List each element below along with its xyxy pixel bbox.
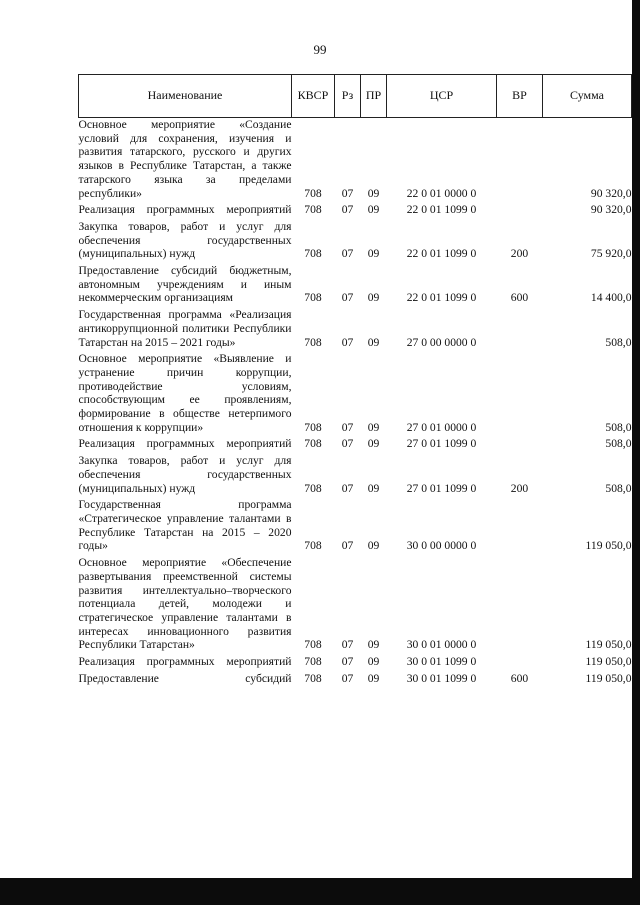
row-sum: 75 920,0 bbox=[590, 247, 632, 261]
row-rz: 07 bbox=[341, 638, 354, 652]
header-pr: ПР bbox=[361, 75, 387, 118]
row-pr: 09 bbox=[367, 539, 380, 553]
row-kvsr: 708 bbox=[304, 638, 322, 652]
row-pr: 09 bbox=[367, 291, 380, 305]
budget-table bbox=[78, 74, 632, 685]
scan-edge-bottom bbox=[0, 878, 640, 905]
row-name: Предоставление субсидий bbox=[78, 671, 292, 685]
row-csr: 30 0 00 0000 0 bbox=[406, 539, 477, 553]
row-csr: 27 0 01 1099 0 bbox=[406, 481, 477, 495]
table-row bbox=[79, 118, 632, 201]
row-sum: 14 400,0 bbox=[590, 291, 632, 305]
row-pr: 09 bbox=[367, 655, 380, 669]
row-csr: 27 0 01 1099 0 bbox=[406, 437, 477, 451]
row-name: Реализация программных мероприятий bbox=[78, 203, 292, 217]
row-csr: 30 0 01 0000 0 bbox=[406, 638, 477, 652]
row-rz: 07 bbox=[341, 186, 354, 200]
row-sum: 508,0 bbox=[605, 481, 632, 495]
row-rz: 07 bbox=[341, 335, 354, 349]
row-kvsr: 708 bbox=[304, 203, 322, 217]
header-rz: Рз bbox=[335, 75, 361, 118]
row-csr: 22 0 01 1099 0 bbox=[406, 203, 477, 217]
row-kvsr: 708 bbox=[304, 437, 322, 451]
table-row bbox=[79, 349, 632, 434]
row-kvsr: 708 bbox=[304, 539, 322, 553]
row-pr: 09 bbox=[367, 437, 380, 451]
header-sum: Сумма bbox=[543, 75, 632, 118]
row-kvsr: 708 bbox=[304, 420, 322, 434]
row-kvsr: 708 bbox=[304, 247, 322, 261]
row-rz: 07 bbox=[341, 539, 354, 553]
row-pr: 09 bbox=[367, 420, 380, 434]
header-csr: ЦСР bbox=[387, 75, 497, 118]
row-vr bbox=[497, 349, 543, 434]
row-vr bbox=[497, 118, 543, 201]
row-rz: 07 bbox=[341, 437, 354, 451]
row-pr: 09 bbox=[367, 638, 380, 652]
row-vr: 600 bbox=[510, 291, 529, 305]
row-name: Реализация программных мероприятий bbox=[78, 655, 292, 669]
row-csr: 22 0 01 0000 0 bbox=[406, 186, 477, 200]
row-vr: 200 bbox=[510, 247, 529, 261]
row-vr bbox=[497, 305, 543, 349]
row-kvsr: 708 bbox=[304, 655, 322, 669]
row-pr: 09 bbox=[367, 203, 380, 217]
row-pr: 09 bbox=[367, 247, 380, 261]
row-vr: 600 bbox=[510, 671, 529, 685]
header-vr: ВР bbox=[497, 75, 543, 118]
row-csr: 30 0 01 1099 0 bbox=[406, 671, 477, 685]
table-row bbox=[79, 669, 632, 686]
row-sum: 90 320,0 bbox=[590, 186, 632, 200]
header-kvsr: КВСР bbox=[292, 75, 335, 118]
page-number: 99 bbox=[313, 42, 327, 57]
row-kvsr: 708 bbox=[304, 481, 322, 495]
row-sum: 90 320,0 bbox=[590, 203, 632, 217]
row-rz: 07 bbox=[341, 291, 354, 305]
row-name: Закупка товаров, работ и услуг для обеспечения государственных (муниципальных) нужд bbox=[78, 454, 292, 495]
row-sum: 119 050,0 bbox=[585, 671, 632, 685]
row-rz: 07 bbox=[341, 203, 354, 217]
row-pr: 09 bbox=[367, 481, 380, 495]
row-name: Закупка товаров, работ и услуг для обеспечения государственных (муниципальных) нужд bbox=[78, 219, 292, 261]
table-row bbox=[79, 305, 632, 349]
header-name: Наименование bbox=[79, 75, 292, 118]
table-row bbox=[79, 261, 632, 305]
row-vr: 200 bbox=[510, 481, 529, 495]
table-header-row bbox=[79, 75, 632, 118]
row-sum: 119 050,0 bbox=[585, 638, 632, 652]
row-name: Государственная программа «Реализация антикоррупционной политики Республики Татарстан на 2015 – 2021 годы» bbox=[78, 308, 292, 349]
row-vr bbox=[497, 434, 543, 451]
row-sum: 508,0 bbox=[605, 420, 632, 434]
table-row bbox=[79, 495, 632, 553]
row-csr: 27 0 00 0000 0 bbox=[406, 335, 477, 349]
row-kvsr: 708 bbox=[304, 671, 322, 685]
table-row bbox=[79, 451, 632, 495]
row-rz: 07 bbox=[341, 247, 354, 261]
row-name: Государственная программа «Стратегическое управление талантами в Республике Татарстан на 2015 – 2020 годы» bbox=[78, 498, 292, 553]
row-vr bbox=[497, 200, 543, 217]
row-rz: 07 bbox=[341, 420, 354, 434]
row-csr: 22 0 01 1099 0 bbox=[406, 247, 477, 261]
row-name: Основное мероприятие «Выявление и устранение причин коррупции, противодействие условиям, способствующим ее проявлениям, формирование в обществе нетерпимого отношения к коррупции» bbox=[78, 352, 292, 434]
row-kvsr: 708 bbox=[304, 291, 322, 305]
row-name: Предоставление субсидий бюджетным, автономным учреждениям и иным некоммерческим организациям bbox=[78, 264, 292, 305]
table-row bbox=[79, 217, 632, 261]
row-sum: 119 050,0 bbox=[585, 539, 632, 553]
table-row bbox=[79, 200, 632, 217]
table-row bbox=[79, 553, 632, 652]
row-name: Основное мероприятие «Создание условий для сохранения, изучения и развития татарского, русского и других языков в Республике Татарстан, а также татарского языка за пределами республики» bbox=[78, 118, 292, 200]
scan-edge-right bbox=[632, 0, 640, 905]
row-rz: 07 bbox=[341, 655, 354, 669]
row-vr bbox=[497, 652, 543, 669]
row-name: Реализация программных мероприятий bbox=[78, 437, 292, 451]
row-kvsr: 708 bbox=[304, 335, 322, 349]
row-sum: 508,0 bbox=[605, 335, 632, 349]
row-name: Основное мероприятие «Обеспечение развертывания преемственной системы развития интеллектуально–творческого потенциала детей, молодежи и стратегическое управление талантами в интересах инновационного развития Республики Татарстан» bbox=[78, 556, 292, 652]
row-csr: 27 0 01 0000 0 bbox=[406, 420, 477, 434]
row-sum: 119 050,0 bbox=[585, 655, 632, 669]
row-sum: 508,0 bbox=[605, 437, 632, 451]
row-pr: 09 bbox=[367, 335, 380, 349]
row-rz: 07 bbox=[341, 671, 354, 685]
row-csr: 22 0 01 1099 0 bbox=[406, 291, 477, 305]
table-row bbox=[79, 652, 632, 669]
row-rz: 07 bbox=[341, 481, 354, 495]
row-vr bbox=[497, 495, 543, 553]
row-vr bbox=[497, 553, 543, 652]
row-kvsr: 708 bbox=[304, 186, 322, 200]
table-row bbox=[79, 434, 632, 451]
row-pr: 09 bbox=[367, 186, 380, 200]
row-csr: 30 0 01 1099 0 bbox=[406, 655, 477, 669]
row-pr: 09 bbox=[367, 671, 380, 685]
